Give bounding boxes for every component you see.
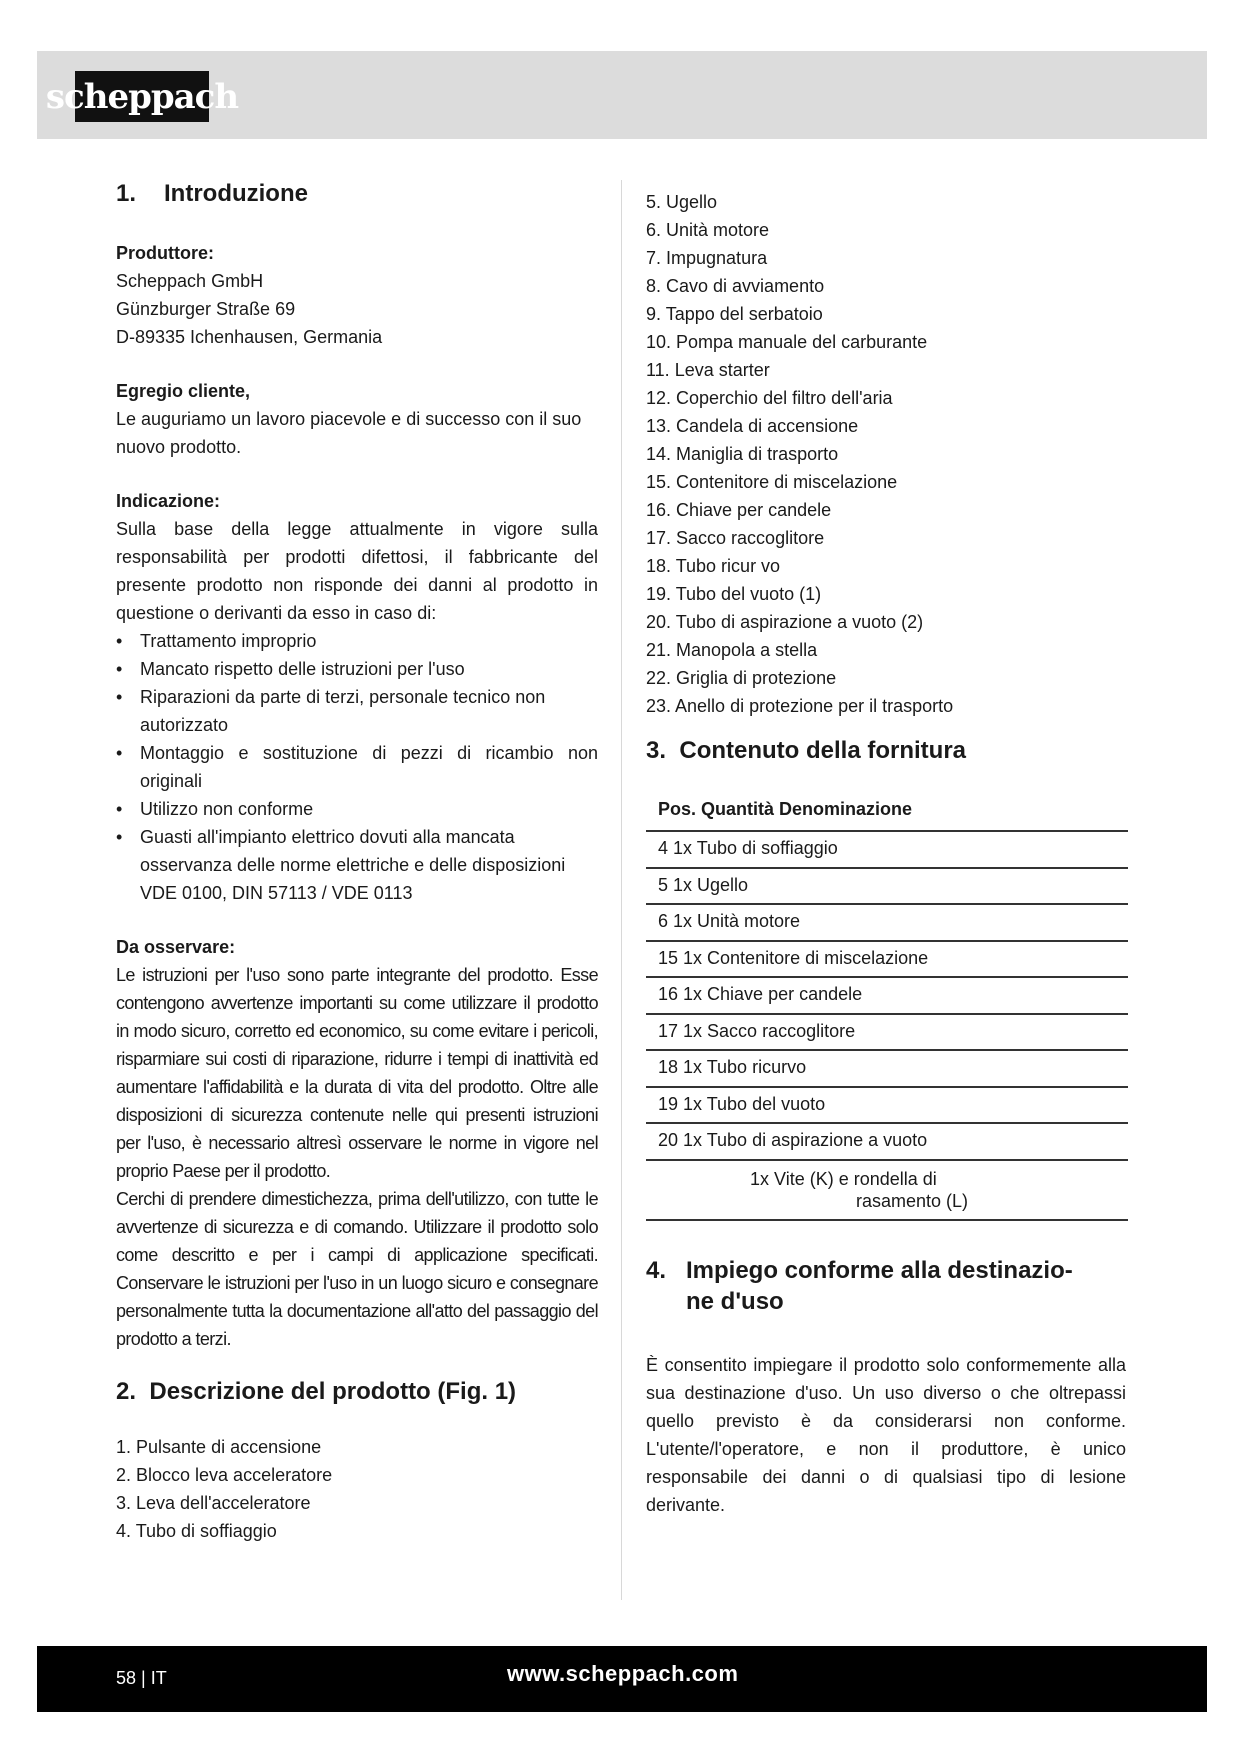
parts-list-part-2	[646, 188, 1126, 720]
observe-label: Da osservare:	[116, 937, 236, 957]
section-4-text: È consentito impiegare il prodotto solo conformemente alla sua destinazione d'uso. Un uso diverso o che oltrepassi quello previsto è da considerarsi non conforme. L'utente/l'operatore, e non il produttore, è unico responsabile dei danni o di qualsiasi tipo di lesione derivante.	[646, 1354, 1126, 1515]
page-number: 58 | IT	[116, 1668, 167, 1688]
list-item: • Trattamento improprio	[116, 627, 598, 655]
list-item: 20. Tubo di aspirazione a vuoto (2)	[646, 612, 924, 632]
list-item: 14. Maniglia di trasporto	[646, 444, 839, 464]
list-item: 17. Sacco raccoglitore	[646, 528, 825, 548]
column-divider	[621, 180, 622, 1600]
list-item: 3. Leva dell'acceleratore	[116, 1493, 311, 1513]
list-item: 22. Griglia di protezione	[646, 668, 837, 688]
list-item: 12. Coperchio del filtro dell'aria	[646, 388, 893, 408]
table-row: 17 1x Sacco raccoglitore	[646, 1015, 1128, 1052]
footer-bar	[37, 1646, 1207, 1712]
indication-label: Indicazione:	[116, 491, 221, 511]
indication-block	[116, 487, 598, 907]
list-item: • Riparazioni da parte di terzi, personale tecnico non autorizzato	[116, 683, 598, 739]
list-item: 11. Leva starter	[646, 360, 770, 380]
last-row-line-1: 1x Vite (K) e rondella di	[750, 1168, 937, 1189]
table-row: 4 1x Tubo di soffiaggio	[646, 832, 1128, 869]
list-item: 9. Tappo del serbatoio	[646, 304, 823, 324]
section-3-heading: 3. Contenuto della fornitura	[646, 737, 967, 764]
liability-list	[116, 627, 598, 907]
list-item: 10. Pompa manuale del carburante	[646, 332, 928, 352]
parts-list-part-1	[116, 1433, 598, 1545]
table-row: 16 1x Chiave per candele	[646, 978, 1128, 1015]
website-link[interactable]: www.scheppach.com	[507, 1661, 739, 1686]
table-row: 6 1x Unità motore	[646, 905, 1128, 942]
list-item: 15. Contenitore di miscelazione	[646, 472, 898, 492]
table-row: 20 1x Tubo di aspirazione a vuoto	[646, 1124, 1128, 1161]
list-item: 23. Anello di protezione per il trasporto	[646, 696, 954, 716]
list-item: • Utilizzo non conforme	[116, 795, 598, 823]
greeting-label: Egregio cliente,	[116, 381, 251, 401]
manufacturer-street: Günzburger Straße 69	[116, 299, 296, 319]
list-item: 18. Tubo ricur vo	[646, 556, 781, 576]
section-2-heading: 2. Descrizione del prodotto (Fig. 1)	[116, 1378, 517, 1405]
list-item: 5. Ugello	[646, 192, 718, 212]
list-item: 21. Manopola a stella	[646, 640, 818, 660]
table-row	[646, 1161, 1128, 1221]
manufacturer-city: D-89335 Ichenhausen, Germania	[116, 327, 383, 347]
manufacturer-name: Scheppach GmbH	[116, 271, 264, 291]
table-row: 5 1x Ugello	[646, 869, 1128, 906]
section-4-heading: 4. Impiego conforme alla destinazio- ne d'uso	[646, 1256, 1073, 1315]
list-item: 13. Candela di accensione	[646, 416, 859, 436]
table-row: 15 1x Contenitore di miscelazione	[646, 942, 1128, 979]
indication-text: Sulla base della legge attualmente in vigore sulla responsabilità per prodotti difettosi, il fabbricante del presente prodotto non risponde dei danni al prodotto in questione o derivanti da esso in caso di:	[116, 519, 598, 623]
list-item: 4. Tubo di soffiaggio	[116, 1521, 277, 1541]
observe-block	[116, 933, 598, 1353]
manufacturer-label: Produttore:	[116, 243, 214, 263]
observe-text: Le istruzioni per l'uso sono parte integrante del prodotto. Esse contengono avvertenze importanti su come utilizzare il prodotto in modo sicuro, corretto ed economico, su come evitare i pericoli, risparmiare sui costi di riparazione, ridurre i tempi di inattività ed aumentare l'affidabilità e la durata di vita del prodotto. Oltre alle disposizioni di sicurezza contenute nelle qui presenti istruzioni per l'uso, è necessario altresì osservare le norme in vigore nel proprio Paese per il prodotto.	[116, 965, 598, 1181]
list-item: 6. Unità motore	[646, 220, 770, 240]
list-item: • Montaggio e sostituzione di pezzi di ricambio non originali	[116, 739, 598, 795]
right-column	[646, 188, 1126, 1519]
list-item: 2. Blocco leva acceleratore	[116, 1465, 333, 1485]
greeting-text: Le auguriamo un lavoro piacevole e di successo con il suo nuovo prodotto.	[116, 409, 582, 457]
last-row-line-2: rasamento (L)	[856, 1190, 969, 1211]
table-row: 18 1x Tubo ricurvo	[646, 1051, 1128, 1088]
list-item: 7. Impugnatura	[646, 248, 768, 268]
section-1-heading: 1. Introduzione	[116, 180, 308, 207]
list-item: 16. Chiave per candele	[646, 500, 832, 520]
list-item: 19. Tubo del vuoto (1)	[646, 584, 822, 604]
table-row: 19 1x Tubo del vuoto	[646, 1088, 1128, 1125]
table-header: Pos. Quantità Denominazione	[646, 799, 1128, 832]
greeting-block	[116, 377, 598, 461]
manufacturer-block	[116, 239, 598, 351]
list-item: 8. Cavo di avviamento	[646, 276, 825, 296]
list-item: • Mancato rispetto delle istruzioni per l'uso	[116, 655, 598, 683]
list-item: • Guasti all'impianto elettrico dovuti alla mancata osservanza delle norme elettriche e delle disposizioni VDE 0100, DIN 57113 / VDE 0113	[116, 823, 598, 907]
left-column	[116, 180, 598, 1545]
observe-text-2: Cerchi di prendere dimestichezza, prima dell'utilizzo, con tutte le avvertenze di sicurezza e di comando. Utilizzare il prodotto solo come descritto e per i campi di applicazione specificati. Conservare le istruzioni per l'uso in un luogo sicuro e consegnare personalmente tutta la documentazione all'atto del passaggio del prodotto a terzi.	[116, 1189, 598, 1349]
scheppach-logo: scheppach	[75, 71, 209, 122]
list-item: 1. Pulsante di accensione	[116, 1437, 322, 1457]
delivery-table	[646, 799, 1128, 1221]
